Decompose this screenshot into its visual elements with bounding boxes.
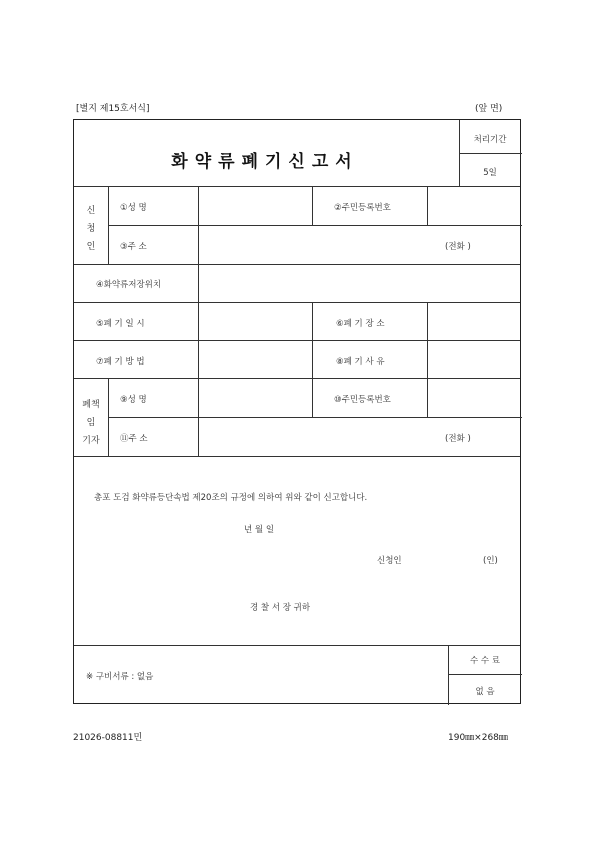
disposal-method-label: ⑦폐 기 방 법 — [96, 357, 145, 367]
form-code: 21026-08811민 — [73, 733, 143, 743]
col-divider — [427, 186, 428, 225]
col-divider — [448, 645, 449, 705]
row-divider — [74, 340, 520, 341]
row-divider — [108, 417, 522, 418]
disposal-place-label: ⑥폐 기 장 소 — [336, 319, 385, 329]
processing-period-label: 처리기간 — [473, 135, 507, 145]
col-divider — [198, 186, 199, 456]
responsible-section-label: 폐책 임 기자 — [82, 400, 100, 446]
declaration-text: 총포 도검 화약류등단속법 제20조의 규정에 의하여 위와 같이 신고합니다. — [94, 493, 368, 503]
row-divider — [74, 456, 520, 457]
fee-value: 없 음 — [475, 687, 495, 697]
addressee-label: 경 찰 서 장 귀하 — [250, 603, 311, 613]
col-divider — [312, 302, 313, 378]
row-divider — [108, 225, 522, 226]
seal-label: (인) — [483, 556, 498, 566]
disposal-datetime-label: ⑤폐 기 일 시 — [96, 319, 145, 329]
responsible-regno-label: ⑩주민등록번호 — [334, 395, 391, 405]
col-divider — [427, 378, 428, 417]
declaration-date-line: 년 월 일 — [244, 525, 275, 535]
row-divider — [74, 264, 520, 265]
processing-period-value: 5일 — [483, 168, 497, 178]
disposal-reason-label: ⑧폐 기 사 유 — [336, 357, 385, 367]
row-divider — [74, 378, 520, 379]
col-divider — [108, 378, 109, 456]
form-number: [별지 제15호서식] — [76, 104, 150, 114]
col-divider — [459, 120, 460, 186]
row-divider — [74, 645, 520, 646]
fee-divider — [448, 674, 522, 675]
responsible-address-label: ⑪주 소 — [120, 434, 148, 444]
col-divider — [312, 186, 313, 225]
paper-size: 190㎜×268㎜ — [448, 733, 508, 743]
col-divider — [312, 378, 313, 417]
applicant-name-label: ①성 명 — [120, 203, 147, 213]
applicant-sign-label: 신청인 — [377, 556, 402, 566]
required-documents-label: ※ 구비서류 : 없음 — [86, 672, 154, 682]
responsible-phone-label: (전화 ) — [445, 434, 471, 444]
applicant-section-label: 신 청 인 — [86, 206, 96, 252]
applicant-phone-label: (전화 ) — [445, 242, 471, 252]
storage-location-label: ④화약류저장위치 — [96, 280, 162, 290]
page-side-label: (앞 면) — [475, 104, 503, 114]
processing-divider — [459, 153, 522, 154]
fee-label: 수 수 료 — [469, 656, 501, 666]
applicant-address-label: ③주 소 — [120, 242, 147, 252]
form-title: 화약류폐기신고서 — [171, 152, 359, 172]
col-divider — [108, 186, 109, 264]
col-divider — [427, 302, 428, 378]
declaration-form — [73, 119, 521, 704]
row-divider — [74, 302, 520, 303]
applicant-regno-label: ②주민등록번호 — [334, 203, 391, 213]
row-divider — [74, 186, 520, 187]
responsible-name-label: ⑨성 명 — [120, 395, 147, 405]
